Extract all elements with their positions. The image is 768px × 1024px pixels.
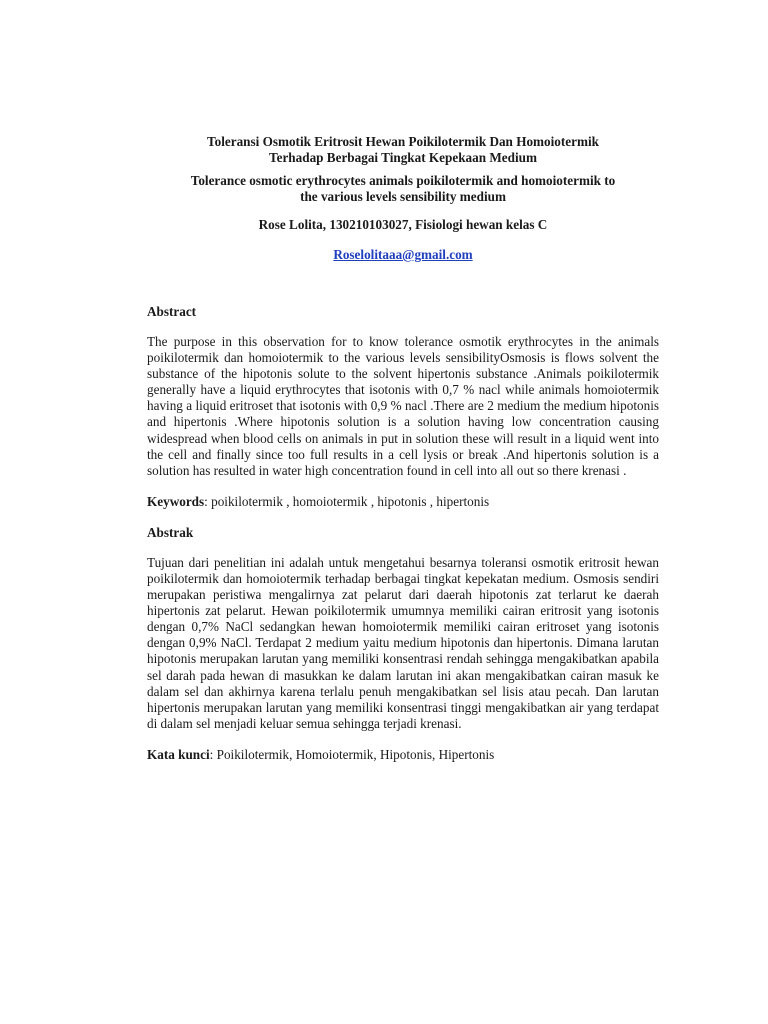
kata-kunci-text: : Poikilotermik, Homoiotermik, Hipotonis, Hipertonis <box>209 746 495 762</box>
kata-kunci-label: Kata kunci <box>147 746 210 762</box>
title-id-line-1: Toleransi Osmotik Eritrosit Hewan Poikilotermik Dan Homoiotermik <box>207 134 599 149</box>
title-id-line-2: Terhadap Berbagai Tingkat Kepekaan Medium <box>269 150 537 165</box>
abstract-heading: Abstract <box>147 304 197 319</box>
title-en-line-1: Tolerance osmotic erythrocytes animals poikilotermik and homoiotermik to <box>190 173 616 188</box>
author-line: Rose Lolita, 130210103027, Fisiologi hewan kelas C <box>258 217 548 232</box>
email-line <box>147 247 659 263</box>
keywords-line <box>147 494 659 510</box>
title-indonesian <box>147 134 659 166</box>
abstract-text: The purpose in this observation for to know tolerance osmotik erythrocytes in the animals poikilotermik dan homoiotermik to the various levels sensibilityOsmosis is flows solvent the substance of the hipotonis solute to the solvent hipertonis substance .Animals poikilotermik generally have a liquid erythrocytes that isotonis with 0,7 % nacl while animals homoiotermik having a liquid eritroset that isotonis with 0,9 % nacl .There are 2 medium the medium hipotonis and hipertonis .Where hipotonis solution is a solution having low concentration causing widespread when blood cells on animals in put in solution these will result in a liquid went into the cell and finally since too full results in a cell lysis or break .And hipertonis solution is a solution has resulted in water high concentration found in cell into all out so there krenasi . <box>147 334 659 478</box>
abstrak-text: Tujuan dari penelitian ini adalah untuk mengetahui besarnya toleransi osmotik eritrosit hewan poikilotermik dan homoiotermik terhadap berbagai tingkat kepekatan medium. Osmosis sendiri merupakan peristiwa mengalirnya zat pelarut dari daerah hipotonis zat terlarut ke daerah hipertonis zat pelarut. Hewan poikilotermik umumnya memiliki cairan eritrosit yang isotonis dengan 0,7% NaCl sedangkan hewan homoiotermik memiliki cairan eritroset yang isotonis dengan 0,9% NaCl. Terdapat 2 medium yaitu medium hipotonis dan hipertonis. Dimana larutan hipotonis merupakan larutan yang memiliki konsentrasi rendah sehingga mengakibatkan apabila sel darah pada hewan di masukkan ke dalam larutan ini akan mengakibatkan cairan masuk ke dalam sel dan akhirnya karena terlalu penuh mengakibatkan sel lisis atau pecah. Dan larutan hipertonis merupakan larutan yang memiliki konsentrasi tinggi mengakibatkan air yang terdapat di dalam sel menjadi keluar semua sehingga terjadi krenasi. <box>147 554 659 731</box>
email-link[interactable]: Roselolitaaa@gmail.com <box>333 247 473 262</box>
kata-kunci-line <box>147 747 659 763</box>
title-english <box>147 173 659 205</box>
keywords-label: Keywords <box>147 493 205 509</box>
paper-page <box>147 134 659 763</box>
keywords-text: : poikilotermik , homoiotermik , hipotonis , hipertonis <box>204 493 490 509</box>
title-en-line-2: the various levels sensibility medium <box>300 189 506 204</box>
abstrak-heading: Abstrak <box>147 524 194 540</box>
